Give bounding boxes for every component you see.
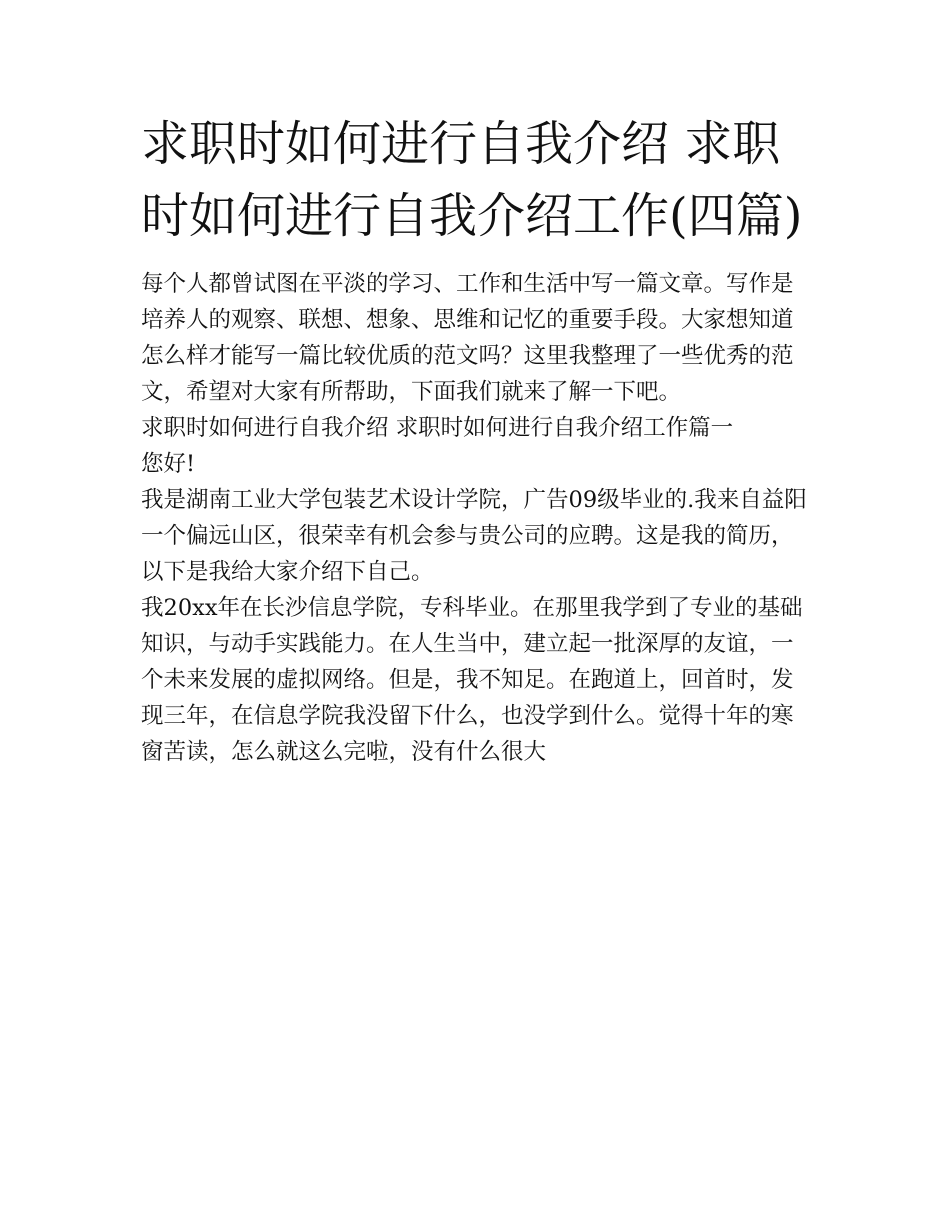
section-heading: 求职时如何进行自我介绍 求职时如何进行自我介绍工作篇一 — [141, 415, 734, 441]
document-page — [141, 108, 813, 770]
document-title: 求职时如何进行自我介绍 求职时如何进行自我介绍工作(四篇) — [141, 116, 803, 244]
intro-paragraph: 每个人都曾试图在平淡的学习、工作和生活中写一篇文章。写作是培养人的观察、联想、想象、思维和记忆的重要手段。大家想知道怎么样才能写一篇比较优质的范文吗？这里我整理了一些优秀的范文，希望对大家有所帮助，下面我们就来了解一下吧。 — [141, 271, 794, 405]
greeting-paragraph: 您好! — [141, 451, 196, 477]
body-paragraph: 我是湖南工业大学包装艺术设计学院，广告09级毕业的.我来自益阳一个偏远山区，很荣幸有机会参与贵公司的应聘。这是我的简历，以下是我给大家介绍下自己。 — [141, 487, 807, 585]
body-paragraph: 我20xx年在长沙信息学院，专科毕业。在那里我学到了专业的基础知识，与动手实践能力。在人生当中，建立起一批深厚的友谊，一个未来发展的虚拟网络。但是，我不知足。在跑道上，回首时，发现三年，在信息学院我没留下什么，也没学到什么。觉得十年的寒窗苦读，怎么就这么完啦，没有什么很大 — [141, 595, 803, 765]
